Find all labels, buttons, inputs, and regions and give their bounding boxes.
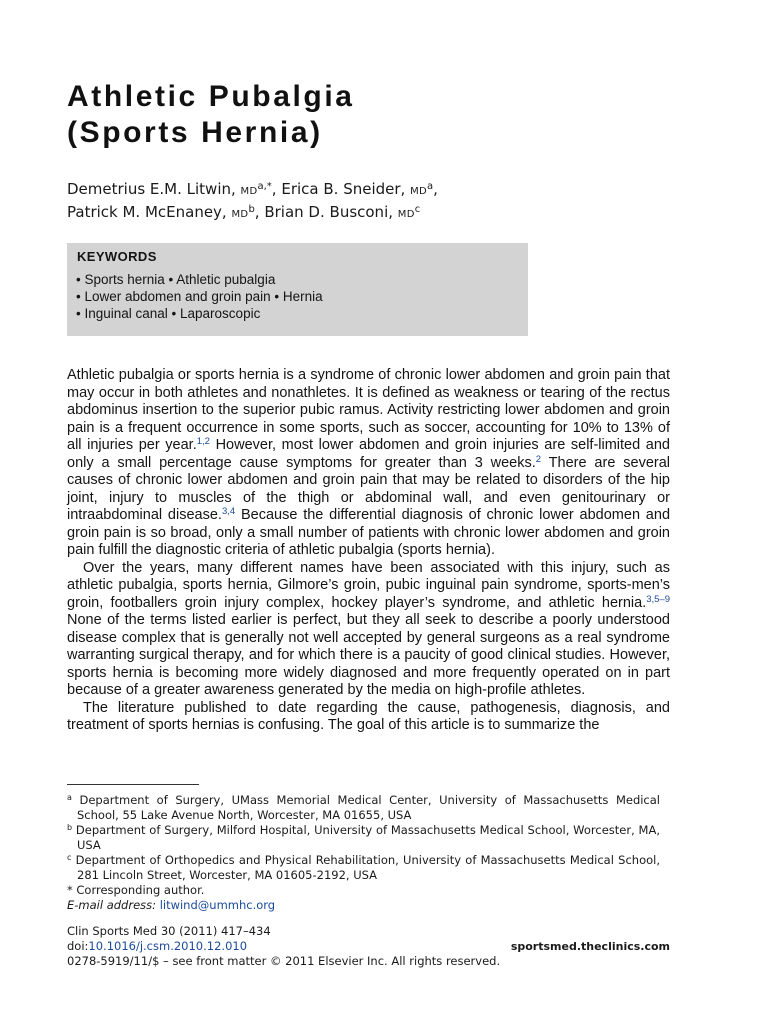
title-line-2: (Sports Hernia) <box>67 116 323 149</box>
doi-label: doi: <box>67 939 89 953</box>
doi-link[interactable]: 10.1016/j.csm.2010.12.010 <box>88 939 248 953</box>
journal-reference: Clin Sports Med 30 (2011) 417–434 <box>67 924 271 938</box>
footnote-divider <box>67 784 199 785</box>
affiliation-item <box>67 823 661 853</box>
keywords-heading: KEYWORDS <box>77 249 157 264</box>
affiliation-text: Department of Orthopedics and Physical Rehabilitation, University of Massachusetts Medical School, 281 Lincoln Street, Worcester, MA 01605-2192, USA <box>75 853 660 882</box>
keywords-list <box>76 271 323 322</box>
body-paragraph <box>67 700 670 735</box>
author-name: Brian D. Busconi, <box>264 203 394 221</box>
email-label: E-mail address: <box>67 898 157 912</box>
citation-ref[interactable]: 3,4 <box>221 506 236 517</box>
body-paragraph <box>67 560 670 700</box>
author-name: Demetrius E.M. Litwin, <box>67 180 236 198</box>
author-separator: , <box>271 180 282 198</box>
journal-site-link[interactable]: sportsmed.theclinics.com <box>510 940 670 953</box>
body-text: Because the differential diagnosis of chronic lower abdomen and groin pain is so broad, only a small number of patients with chronic lower abdomen and groin pain fulfill the diagnostic criteria of athletic pubalgia (sports hernia). <box>67 507 671 558</box>
citation-ref[interactable]: 1,2 <box>196 436 210 447</box>
body-text: The literature published to date regarding the cause, pathogenesis, diagnosis, and treatment of sports hernias is confusing. The goal of this article is to summarize the <box>67 699 670 733</box>
citation-block <box>67 924 670 969</box>
author-affil-mark: a,* <box>257 181 272 192</box>
affiliation-item <box>67 793 660 823</box>
affiliations <box>67 793 661 913</box>
body-text: However, most lower abdomen and groin injuries are self-limited and only a small percentage cause symptoms for greater than 3 weeks. <box>67 437 670 471</box>
author-affil-mark: b <box>248 204 255 215</box>
keyword-line: • Inguinal canal • Laparoscopic <box>76 306 261 321</box>
affiliation-mark: c <box>67 853 72 862</box>
affiliation-mark: b <box>67 823 73 832</box>
affiliation-text: Department of Surgery, Milford Hospital, University of Massachusetts Medical School, Worcester, MA, USA <box>75 823 661 852</box>
author-affil-mark: a <box>427 181 434 192</box>
author-degree: MD <box>410 186 428 197</box>
body-paragraph <box>67 367 670 560</box>
body-text: Athletic pubalgia or sports hernia is a syndrome of chronic lower abdomen and groin pain that may occur in both athletes and nonathletes. It is defined as weakness or tearing of the rectus abdominus insertion to the superior pubic ramus. Activity restricting lower abdomen and groin pain is a frequent occurrence in some sports, such as soccer, accounting for 10% to 13% of all injuries per year. <box>67 367 670 453</box>
author-name: Erica B. Sneider, <box>281 180 406 198</box>
author-degree: MD <box>231 209 249 220</box>
body-text: Over the years, many different names have been associated with this injury, such as athletic pubalgia, sports hernia, Gilmore’s groin, pubic inguinal pain syndrome, sports-men’s groin, footballers groin injury complex, hockey player’s syndrome, and athletic hernia. <box>67 559 670 611</box>
body-text: There are several causes of chronic lower abdomen and groin pain that may be related to disorders of the hip joint, injury to muscles of the thigh or abdominal wall, and even genitourinary or intraabdominal disease. <box>67 454 670 523</box>
author-list <box>67 179 667 225</box>
affiliation-text: Department of Surgery, UMass Memorial Medical Center, University of Massachusetts Medical School, 55 Lake Avenue North, Worcester, MA 01655, USA <box>77 793 660 822</box>
article-body <box>67 367 670 735</box>
corresponding-author: * Corresponding author. <box>67 883 205 897</box>
article-title <box>67 79 627 151</box>
author-separator: , <box>254 203 265 221</box>
keywords-box <box>67 243 528 336</box>
citation-ref[interactable]: 2 <box>535 453 542 465</box>
affiliation-item <box>67 853 660 883</box>
author-name: Patrick M. McEnaney, <box>67 203 227 221</box>
keyword-line: • Sports hernia • Athletic pubalgia <box>76 272 276 287</box>
author-degree: MD <box>240 186 258 197</box>
citation-ref[interactable]: 3,5–9 <box>646 593 670 605</box>
keyword-line: • Lower abdomen and groin pain • Hernia <box>76 289 323 304</box>
title-line-1: Athletic Pubalgia <box>67 80 355 113</box>
author-separator: , <box>433 180 438 198</box>
body-text: None of the terms listed earlier is perfect, but they all seek to describe a poorly understood disease complex that is generally not well accepted by general surgeons as a real syndrome warranting surgical therapy, and for which there is a paucity of good clinical studies. However, sports hernia is becoming more widely diagnosed and more frequently operated on in part because of a greater awareness generated by the media on high-profile athletes. <box>67 612 670 698</box>
email-link[interactable]: litwind@ummhc.org <box>159 898 276 912</box>
email-line <box>67 898 660 913</box>
author-affil-mark: c <box>414 204 421 215</box>
affiliation-mark: a <box>67 793 72 802</box>
author-degree: MD <box>397 209 415 220</box>
copyright-line: 0278-5919/11/$ – see front matter © 2011 Elsevier Inc. All rights reserved. <box>67 954 501 968</box>
